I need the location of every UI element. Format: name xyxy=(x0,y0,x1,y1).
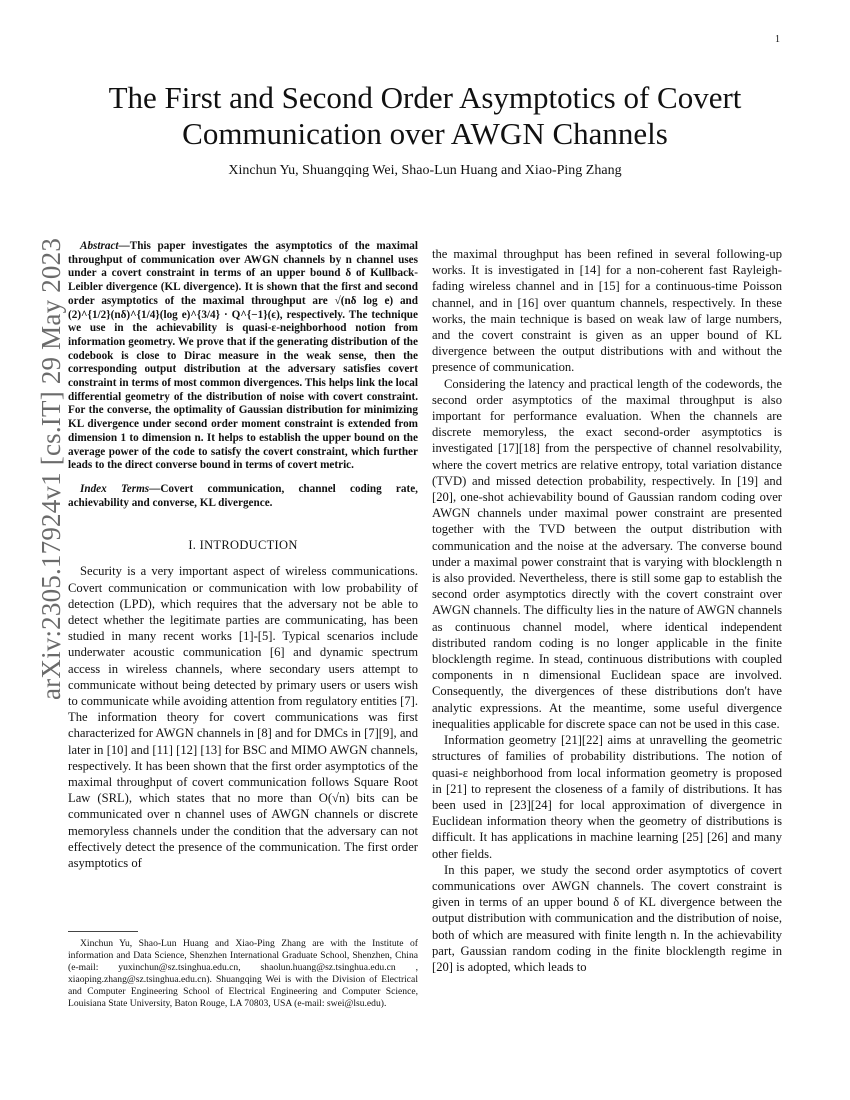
right-paragraph-4: In this paper, we study the second order asymptotics of covert communications over AWGN channels. The covert constraint is given in terms of an upper bound δ of KL divergence between the output distribution with communication and the distribution of noise, both of which are measured with finite length n. In the achievability part, Gaussian random coding in the finite blocklength regime in [20] is adopted, which leads to xyxy=(432,862,782,974)
index-terms xyxy=(68,483,418,510)
right-column xyxy=(432,246,782,975)
arxiv-identifier: arXiv:2305.17924v1 [cs.IT] 29 May 2023 xyxy=(36,237,66,700)
left-column xyxy=(68,240,418,871)
author-list: Xinchun Yu, Shuangqing Wei, Shao-Lun Huang and Xiao-Ping Zhang xyxy=(228,163,622,178)
abstract xyxy=(68,240,418,473)
right-paragraph-1: the maximal throughput has been refined in several following-up works. It is investigated in [14] for a non-coherent fast Rayleigh-fading wireless channel and in [15] for a continuous-time Poisson channel, and in [16] over quantum channels, respectively. In these works, the main technique is based on weak law of large numbers, and the covert constraint is given as an upper bound of KL divergence between the output distributions with and without the presence of communication. xyxy=(432,247,782,375)
right-paragraph-2: Considering the latency and practical length of the codewords, the second order asymptotics of the maximal throughput is also important for performance evaluation. When the channels are discrete memoryless, the exact second-order asymptotics is investigated [17][18] from the perspective of channel resolvability, where the covert metrics are relative entropy, total variation distance (TVD) and missed detection probability, respectively. In [19] and [20], one-shot achievability bound of Gaussian random coding over AWGN channels under maximal power constraint are presented together with the TVD between the output distribution with communication and the noise at the adversary. The converse bound under a maximal power constraint that is varying with blocklength n is also provided. Nevertheless, there is still some gap to establish the second order asymptotics directly with the covert constraint over AWGN channels. The difficulty lies in the nature of AWGN channels as continuous channel model, where identical independent distributed random coding is no longer applicable in the finite blocklength regime. In stead, continuous distributions with coupled components in n dimensional Euclidean space are involved. Consequently, the divergences of these distributions don't have analytic expressions. At the meantime, some useful divergence inequalities applicable for discrete space can not be used in this case. xyxy=(432,376,782,731)
right-paragraph-3: Information geometry [21][22] aims at unravelling the geometric structures of families of probability distributions. The notion of quasi-ε neighborhood from local information geometry is proposed in [21] to represent the closeness of a family of distributions. It has been used in [23][24] for local approximation of divergence in Euclidean information theory when the geometry of distributions is difficult. It has applications in machine learning [25] [26] and many other fields. xyxy=(432,733,782,861)
abstract-text: —This paper investigates the asymptotics of the maximal throughput of communication over AWGN channels by n channel uses under a covert constraint in terms of an upper bound δ of Kullback-Leibler divergence (KL divergence). It is shown that the first and second order asymptotics of the maximal throughput are √(nδ log e) and (2)^{1/2}(nδ)^{1/4}(log e)^{3/4} · Q^{−1}(ϵ), respectively. The technique we use in the achievability is quasi-ε-neighborhood notion from information geometry. We prove that if the generating distribution of the codebook is close to Dirac measure in the weak sense, then the corresponding output distribution at the adversary satisfies covert constraint in terms of most common divergences. This helps link the local differential geometry of the distribution of noise with covert constraint. For the converse, the optimality of Gaussian distribution for minimizing KL divergence under second order moment constraint is extended from dimension 1 to dimension n. It helps to establish the upper bound on the average power of the code to satisfy the covert constraint, which further leads to the direct converse bound in terms of covert metric. xyxy=(68,240,418,472)
intro-paragraph-left: Security is a very important aspect of wireless communications. Covert communication or communication with low probability of detection (LPD), which requires that the adversary not be able to detect whether the legitimate parties are communicating, has been studied in many recent works [1]-[5]. Typical scenarios include underwater acoustic communication [6] and dynamic spectrum access in wireless channels, where secondary users attempt to communicate without being detected by primary users or users wish to communicate while avoiding attention from regulatory entities [7]. The information theory for covert communications was first characterized for AWGN channels in [8] and for DMCs in [7][9], and later in [10] and [11] [12] [13] for BSC and MIMO AWGN channels, respectively. It has been shown that the first order asymptotics of the maximal throughput of covert communication follows Square Root Law (SRL), which states that no more than O(√n) bits can be communicated over n channel uses of AWGN channels or discrete memoryless channels under the condition that the adversary can not effectively detect the presence of the communication. The first order asymptotics of xyxy=(68,564,418,871)
section-heading-introduction: I. INTRODUCTION xyxy=(188,538,298,553)
index-terms-text: —Covert communication, channel coding rate, achievability and converse, KL divergence. xyxy=(68,482,418,509)
paper-title: The First and Second Order Asymptotics of Covert Communication over AWGN Channels xyxy=(108,80,742,151)
footnote-divider xyxy=(68,931,138,932)
index-terms-lead: Index Terms xyxy=(80,482,150,495)
abstract-lead: Abstract xyxy=(80,240,119,252)
page-number: 1 xyxy=(775,34,780,45)
author-affiliation-footnote: Xinchun Yu, Shao-Lun Huang and Xiao-Ping Zhang are with the Institute of information and Data Science, Shenzhen International Graduate School, Shenzhen, China (e-mail: yuxinchun@sz.tsinghua.edu.cn, shaolun.huang@sz.tsinghua.edu.cn , xiaoping.zhang@sz.tsinghua.edu.cn). Shuangqing Wei is with the Division of Electrical and Computer Engineering School of Electrical Engineering and Computer Science, Louisiana State University, Baton Rouge, LA 70803, USA (e-mail: swei@lsu.edu). xyxy=(68,938,418,1010)
